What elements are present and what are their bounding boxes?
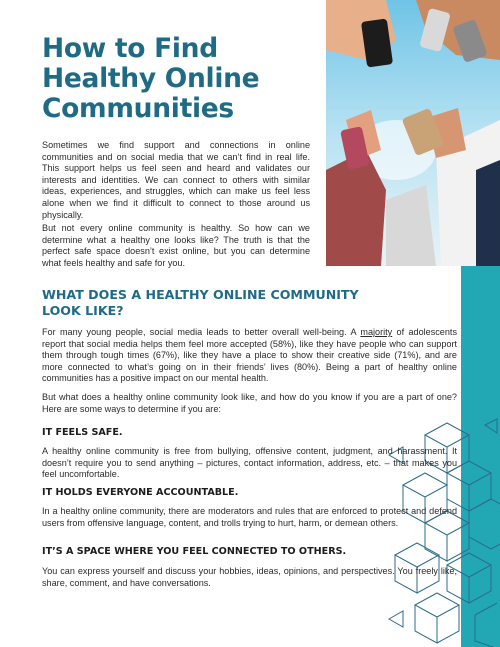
sign-heading-accountable: IT HOLDS EVERYONE ACCOUNTABLE. (42, 487, 239, 498)
section-paragraph-1-post: of adolescents report that social media helps them feel more accepted (58%), like they have people who can support them through tough times (67%), like they have a place to show their creative side (71%), and are more connected to what’s going on in their friends’ lives (80%). Being a part of healthy online communities has a positive impact on our mental health. (42, 327, 457, 384)
section-paragraph-1-pre: For many young people, social media leads to better overall well-being. A (42, 327, 361, 337)
section-paragraph-2: But what does a healthy online community look like, and how do you know if you are a part of one? Here are some ways to determine if you are: (42, 392, 457, 414)
title-line-3: Communities (42, 93, 234, 124)
title-line-1: How to Find (42, 33, 218, 64)
intro-paragraph-2: But not every online community is healthy. So how can we determine what a healthy one looks like? The truth is that the perfect safe space doesn’t exist online, but you can determine what feels healthy and safe for you. (42, 223, 310, 268)
sign-heading-connected: IT’S A SPACE WHERE YOU FEEL CONNECTED TO OTHERS. (42, 546, 347, 557)
teens-with-phones-photo (326, 0, 500, 266)
sign-text-safe: A healthy online community is free from bullying, offensive content, judgment, and harassment. It doesn’t require you to send anything – pictures, contact information, address, etc. – that makes you feel uncomfortable. (42, 446, 457, 480)
sign-heading-safe: IT FEELS SAFE. (42, 427, 123, 438)
intro-paragraph-1: Sometimes we find support and connections in online communities and on social media that we can’t find in real life. This support helps us feel seen and heard and validates our interests and identities. We can connect to others with similar ideas, experiences, and struggles, which can make us feel less alone when we find it difficult to connect to those around us physically. (42, 140, 310, 220)
title-line-2: Healthy Online (42, 63, 260, 94)
majority-link[interactable]: majority (360, 327, 393, 337)
page-title (42, 34, 312, 124)
photo-illustration (326, 0, 500, 266)
section-paragraph-1 (42, 327, 457, 385)
section-heading: WHAT DOES A HEALTHY ONLINE COMMUNITY LOOK LIKE? (42, 287, 359, 318)
sign-text-connected: You can express yourself and discuss your hobbies, ideas, opinions, and perspectives. You freely like, share, comment, and have conversations. (42, 566, 457, 588)
sign-text-accountable: In a healthy online community, there are moderators and rules that are enforced to protect and defend users from offensive language, content, and trolls trying to hurt, harm, or demean others. (42, 506, 457, 528)
